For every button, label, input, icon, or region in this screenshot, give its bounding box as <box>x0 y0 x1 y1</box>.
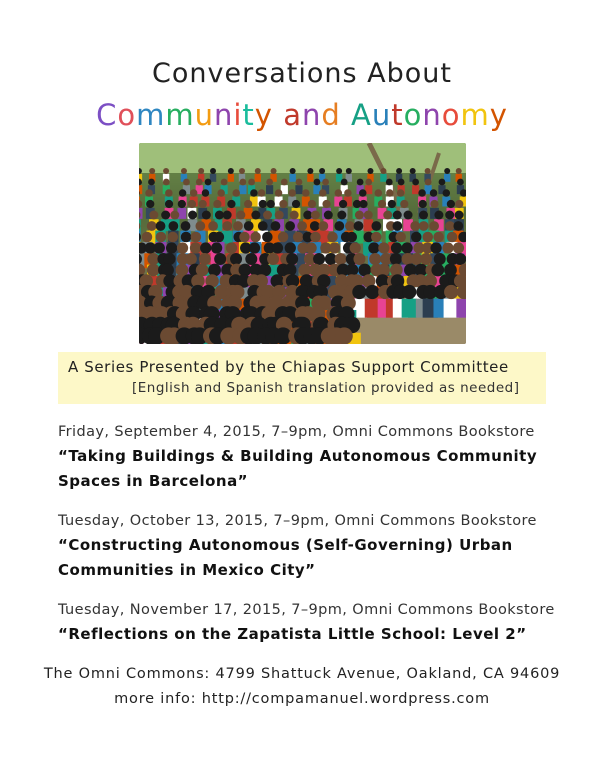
title-letter: A <box>351 98 372 132</box>
event-2 <box>58 513 558 583</box>
title-letter <box>341 98 351 132</box>
title-letter: y <box>254 98 273 132</box>
title-letter: o <box>117 98 137 132</box>
title-letter: m <box>460 98 490 132</box>
more-info-link[interactable]: more info: http://compamanuel.wordpress.com <box>114 691 490 707</box>
title-letter: n <box>301 98 322 132</box>
event-title: “Reflections on the Zapatista Little School: Level 2” <box>58 625 527 643</box>
banner-translation-note: [English and Spanish translation provided as needed] <box>132 380 520 396</box>
title-letter: o <box>441 98 461 132</box>
title-letter: t <box>391 98 404 132</box>
title-letter: t <box>242 98 255 132</box>
series-banner <box>58 352 546 404</box>
event-title: “Constructing Autonomous (Self-Governing) Urban Communities in Mexico City” <box>58 536 513 579</box>
title-letter: o <box>403 98 423 132</box>
event-3 <box>58 602 558 647</box>
title-letter: u <box>194 98 214 132</box>
event-datetime: Tuesday, October 13, 2015, 7–9pm, Omni Commons Bookstore <box>58 513 537 529</box>
title-letter: C <box>96 98 118 132</box>
title-line-1: Conversations About <box>152 58 452 89</box>
crowd-photo <box>139 143 466 344</box>
title-letter: n <box>213 98 234 132</box>
title-letter <box>273 98 283 132</box>
event-title: “Taking Buildings & Building Autonomous Community Spaces in Barcelona” <box>58 447 538 490</box>
title-letter: n <box>422 98 442 132</box>
event-1 <box>58 424 558 494</box>
title-letter: m <box>136 98 166 132</box>
title-letter: m <box>165 98 195 132</box>
title-letter: i <box>233 98 243 132</box>
title-line-2 <box>0 98 604 132</box>
title-letter: a <box>283 98 302 132</box>
event-datetime: Friday, September 4, 2015, 7–9pm, Omni Commons Bookstore <box>58 424 535 440</box>
title-letter: u <box>371 98 392 132</box>
title-letter: y <box>489 98 508 132</box>
event-datetime: Tuesday, November 17, 2015, 7–9pm, Omni Commons Bookstore <box>58 602 555 618</box>
venue-address: The Omni Commons: 4799 Shattuck Avenue, Oakland, CA 94609 <box>43 666 561 682</box>
banner-presenter: A Series Presented by the Chiapas Support Committee <box>68 358 509 376</box>
title-letter: d <box>321 98 341 132</box>
